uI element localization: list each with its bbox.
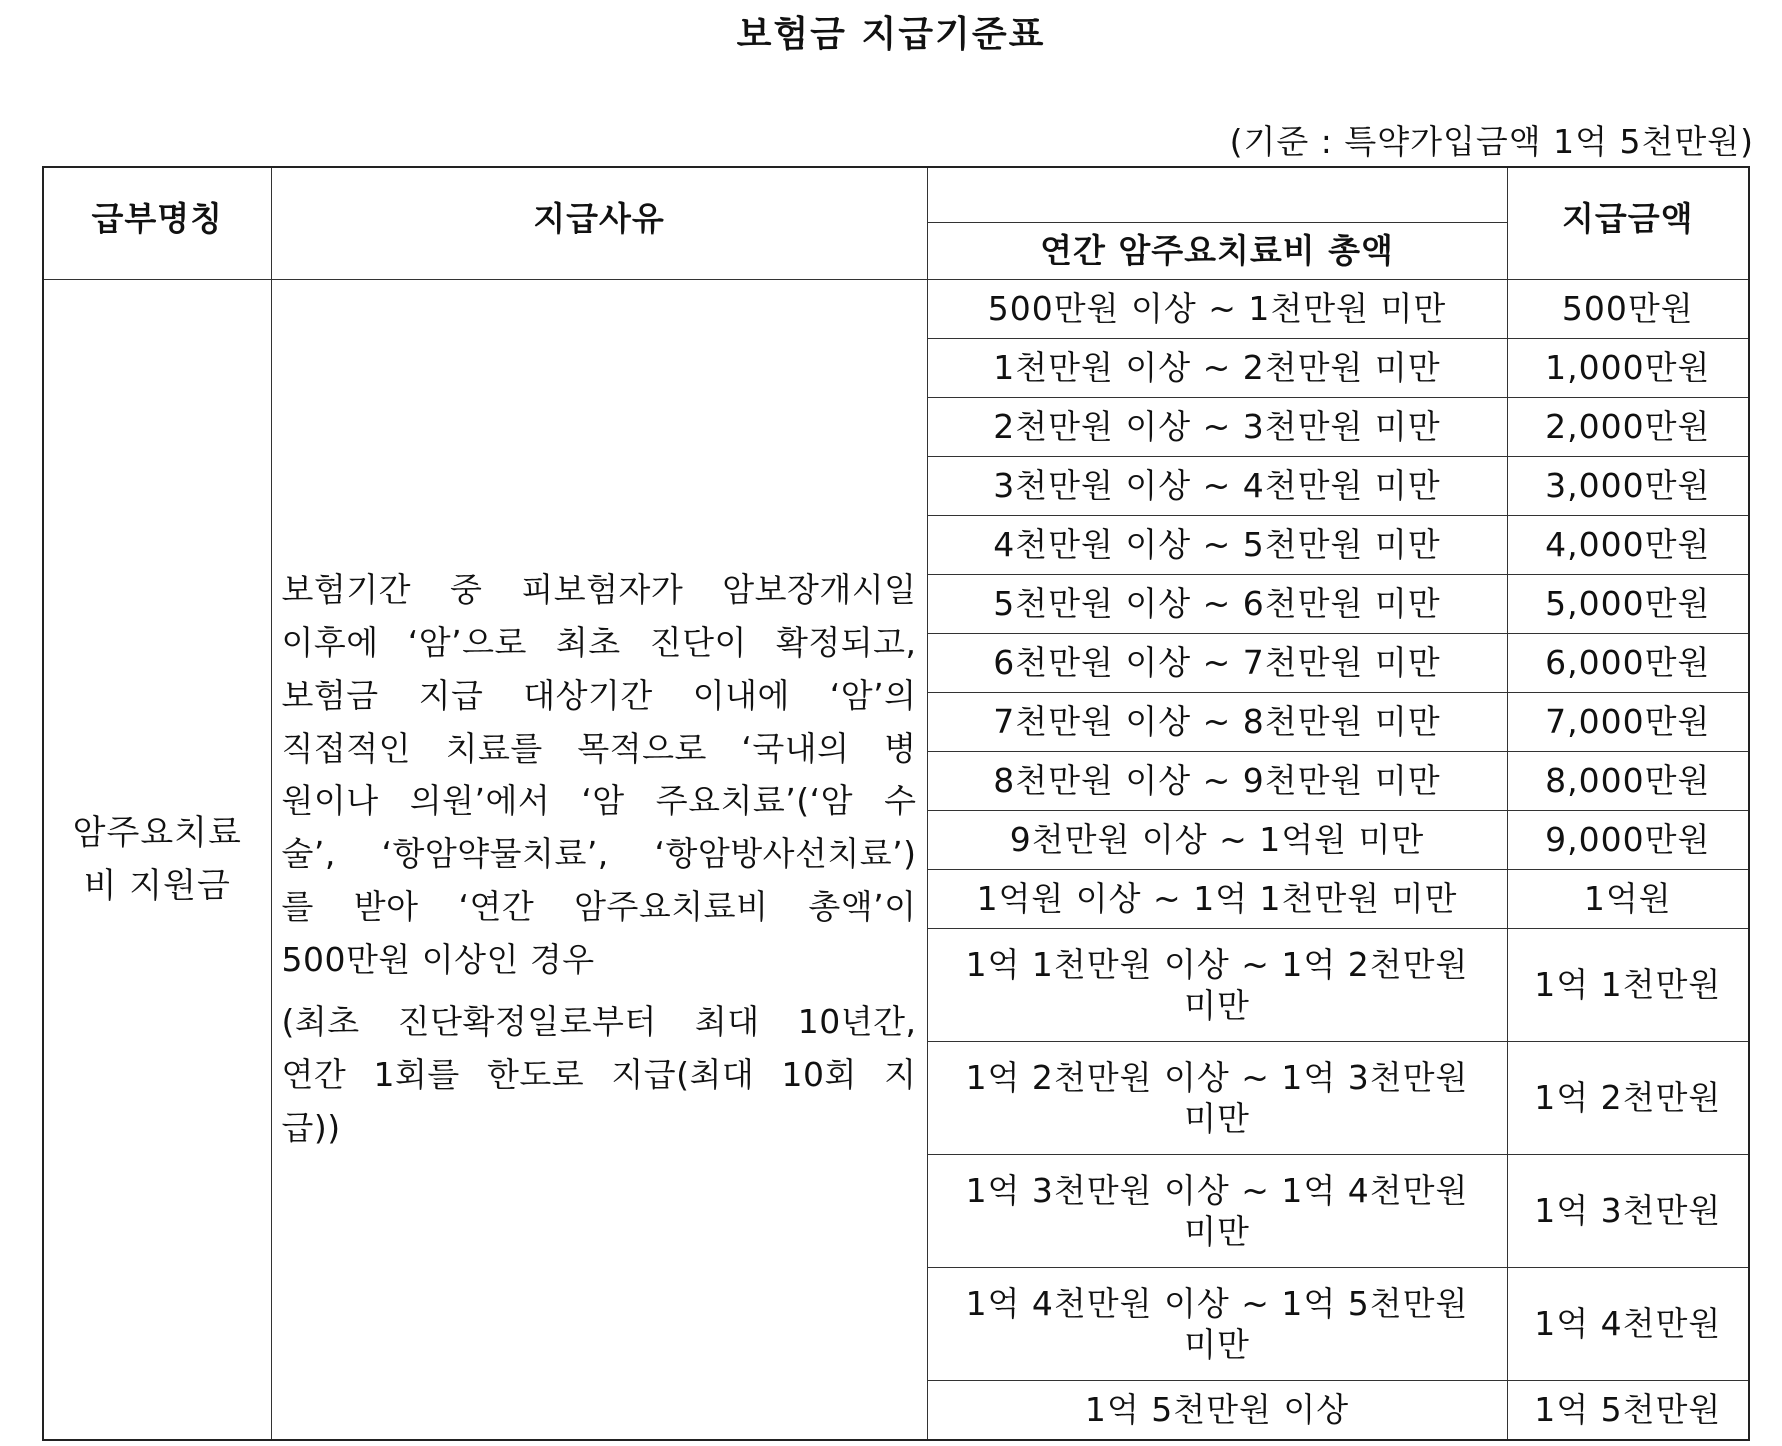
- range-line: 미만: [1184, 1099, 1250, 1138]
- range-cell: 6천만원 이상 ~ 7천만원 미만: [927, 634, 1507, 693]
- range-cell: 8천만원 이상 ~ 9천만원 미만: [927, 752, 1507, 811]
- amount-cell: 5,000만원: [1507, 575, 1749, 634]
- reason-gap: [282, 986, 917, 996]
- grant-name-line: 비 지원금: [83, 865, 231, 906]
- reason-line: 이후에 ‘암’으로 최초 진단이 확정되고,: [281, 622, 917, 662]
- amount-cell: 9,000만원: [1507, 811, 1749, 870]
- reason-line: 를 받아 ‘연간 암주요치료비 총액’이: [281, 886, 917, 926]
- header-amount: 지급금액: [1507, 167, 1749, 280]
- amount-cell: 8,000만원: [1507, 752, 1749, 811]
- grant-name-line: 암주요치료: [72, 812, 242, 853]
- benefit-table: [42, 166, 1750, 1441]
- page-title: 보험금 지급기준표: [736, 14, 1046, 55]
- range-line: 1억 4천만원 이상 ~ 1억 5천만원: [965, 1283, 1469, 1323]
- header-annual-total: 연간 암주요치료비 총액: [927, 223, 1507, 280]
- grant-name-cell: [43, 280, 271, 1441]
- range-cell: 5천만원 이상 ~ 6천만원 미만: [927, 575, 1507, 634]
- header-blank-cell: [927, 167, 1507, 223]
- basis-note: (기준 : 특약가입금액 1억 5천만원): [1229, 122, 1754, 161]
- reason-cell: [271, 280, 927, 1441]
- amount-cell: 6,000만원: [1507, 634, 1749, 693]
- amount-cell: 1억 1천만원: [1507, 929, 1749, 1042]
- reason-line: 술’, ‘항암약물치료’, ‘항암방사선치료’): [281, 834, 917, 874]
- reason-line: 원이나 의원’에서 ‘암 주요치료’(‘암 수: [281, 781, 917, 821]
- amount-cell: 500만원: [1507, 280, 1749, 339]
- reason-line: 보험금 지급 대상기간 이내에 ‘암’의: [281, 675, 917, 715]
- amount-cell: 1억원: [1507, 870, 1749, 929]
- range-line: 1억 1천만원 이상 ~ 1억 2천만원: [965, 944, 1469, 984]
- range-cell: 4천만원 이상 ~ 5천만원 미만: [927, 516, 1507, 575]
- range-line: 1억 2천만원 이상 ~ 1억 3천만원: [965, 1057, 1469, 1097]
- range-cell: [927, 1042, 1507, 1155]
- amount-cell: 3,000만원: [1507, 457, 1749, 516]
- range-cell: 500만원 이상 ~ 1천만원 미만: [927, 280, 1507, 339]
- reason-note-line: 급)): [281, 1108, 341, 1148]
- range-cell: 2천만원 이상 ~ 3천만원 미만: [927, 398, 1507, 457]
- amount-cell: 2,000만원: [1507, 398, 1749, 457]
- range-cell: 1억 5천만원 이상: [927, 1381, 1507, 1441]
- amount-cell: 1억 3천만원: [1507, 1155, 1749, 1268]
- range-cell: 7천만원 이상 ~ 8천만원 미만: [927, 693, 1507, 752]
- range-cell: [927, 1155, 1507, 1268]
- header-reason: 지급사유: [271, 167, 927, 280]
- range-line: 1억 3천만원 이상 ~ 1억 4천만원: [965, 1170, 1469, 1210]
- reason-note-line: 연간 1회를 한도로 지급(최대 10회 지: [281, 1055, 917, 1095]
- reason-line: 직접적인 치료를 목적으로 ‘국내의 병: [281, 728, 917, 768]
- range-cell: [927, 929, 1507, 1042]
- reason-paragraph: [282, 564, 917, 986]
- range-line: 미만: [1184, 986, 1250, 1025]
- amount-cell: 1,000만원: [1507, 339, 1749, 398]
- amount-cell: 4,000만원: [1507, 516, 1749, 575]
- amount-cell: 1억 5천만원: [1507, 1381, 1749, 1441]
- header-grant-name: 급부명칭: [43, 167, 271, 280]
- range-cell: 1천만원 이상 ~ 2천만원 미만: [927, 339, 1507, 398]
- amount-cell: 1억 4천만원: [1507, 1268, 1749, 1381]
- reason-note-paragraph: [282, 996, 917, 1154]
- range-line: 미만: [1184, 1212, 1250, 1251]
- table-row: [43, 280, 1749, 339]
- range-cell: 1억원 이상 ~ 1억 1천만원 미만: [927, 870, 1507, 929]
- reason-line: 보험기간 중 피보험자가 암보장개시일: [281, 570, 917, 610]
- range-cell: [927, 1268, 1507, 1381]
- amount-cell: 1억 2천만원: [1507, 1042, 1749, 1155]
- reason-note-line: (최초 진단확정일로부터 최대 10년간,: [281, 1002, 917, 1042]
- amount-cell: 7,000만원: [1507, 693, 1749, 752]
- table-header-row: [43, 167, 1749, 223]
- reason-line: 500만원 이상인 경우: [281, 939, 595, 979]
- range-line: 미만: [1184, 1325, 1250, 1364]
- range-cell: 9천만원 이상 ~ 1억원 미만: [927, 811, 1507, 870]
- range-cell: 3천만원 이상 ~ 4천만원 미만: [927, 457, 1507, 516]
